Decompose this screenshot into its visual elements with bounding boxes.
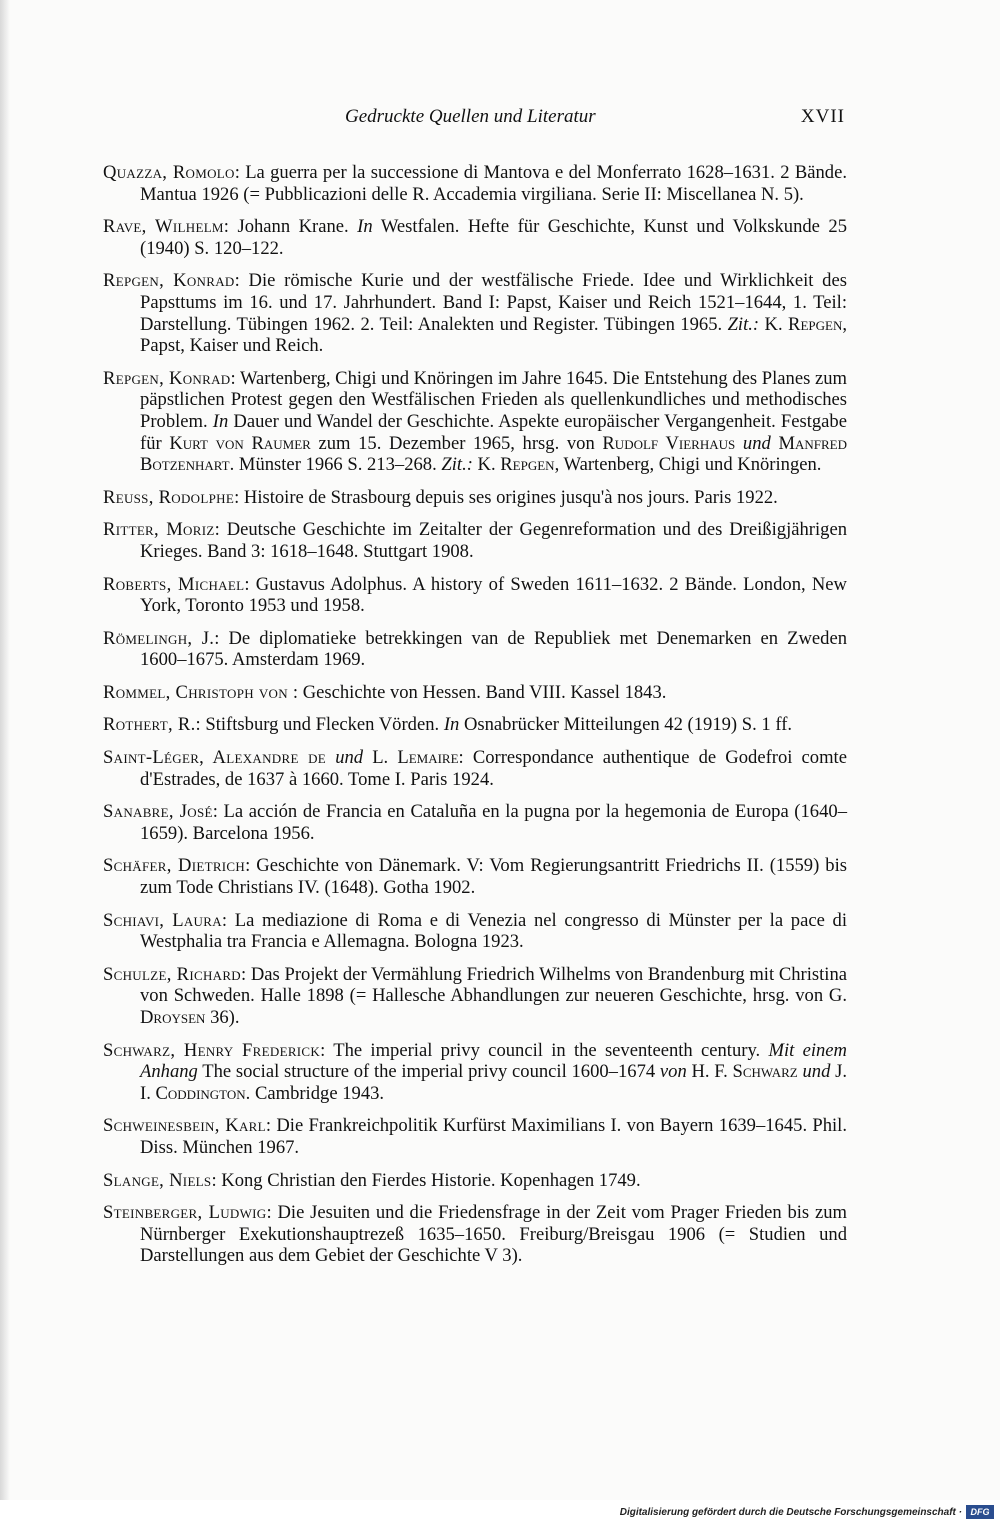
bibliography-entry <box>103 910 847 953</box>
entry-author: Steinberger, Ludwig <box>103 1202 267 1224</box>
bibliography-entry <box>103 1202 847 1267</box>
page-number: XVII <box>800 106 845 127</box>
author-separator: : <box>223 216 238 238</box>
bibliography-entry <box>103 714 847 736</box>
entry-text: Manfred Botzenhart <box>140 432 847 476</box>
author-separator: : <box>234 486 244 508</box>
entry-author: Rommel, Christoph von <box>103 681 293 703</box>
entry-author: Schäfer, Dietrich <box>103 855 246 877</box>
entry-author: Ritter, Moriz <box>103 519 215 541</box>
entry-text: Coddington <box>155 1082 246 1104</box>
entry-text: Mit einem Anhang <box>140 1039 847 1083</box>
entry-text: Zit.: <box>441 454 473 476</box>
running-head <box>345 106 845 130</box>
entry-text: The imperial privy council in the seventeenth century. <box>333 1039 769 1061</box>
bibliography-entry <box>103 801 847 844</box>
author-separator: : <box>265 1115 277 1137</box>
entry-text: Schwarz <box>732 1061 798 1083</box>
entry-author: Römelingh, J. <box>103 627 215 649</box>
entry-text: K. <box>472 454 501 476</box>
entry-author: Schweinesbein, Karl <box>103 1115 266 1137</box>
author-separator: : <box>244 573 256 595</box>
funding-note: Digitalisierung gefördert durch die Deutsche Forschungsgemeinschaft · <box>619 1507 962 1518</box>
entry-text: Die Frankreichpolitik Kurfürst Maximilians I. von Bayern 1639–1645. Phil. Diss. München 1967. <box>140 1115 847 1158</box>
author-separator: : <box>230 367 240 389</box>
footer-bar <box>0 1500 1000 1525</box>
author-separator: : <box>266 1202 278 1224</box>
entry-author: Repgen, Konrad <box>103 270 235 292</box>
author-separator: : <box>241 963 251 985</box>
entry-text <box>735 433 743 454</box>
entry-author: Rothert, R. <box>103 714 196 736</box>
bibliography-entry <box>103 487 847 509</box>
bibliography-entry <box>103 855 847 898</box>
author-separator: : <box>320 1039 334 1061</box>
bibliography-entry <box>103 682 847 704</box>
entry-author: Schiavi, Laura <box>103 909 222 931</box>
bibliography-entry <box>103 270 847 356</box>
author-separator: : <box>214 519 227 541</box>
entry-text: Die Jesuiten und die Friedensfrage in der Zeit vom Prager Frieden bis zum Nürnberger Exekutionshauptrezeß 1635–1650. Freiburg/Breisgau 1906 (= Studien und Darstellungen aus dem Gebiet der Geschichte V 3). <box>140 1202 847 1267</box>
entry-text: La guerra per la successione di Mantova e del Monferrato 1628–1631. 2 Bände. Mantua 1926 (= Pubblicazioni delle R. Accademia virgiliana. Serie II: Miscellanea N. 5). <box>140 162 847 205</box>
entry-author: Rave, Wilhelm <box>103 216 224 238</box>
author-separator: : <box>245 855 257 877</box>
entry-text: Westfalen. Hefte für Geschichte, Kunst und Volkskunde 25 (1940) S. 120–122. <box>140 216 847 259</box>
entry-author: Reuss, Rodolphe <box>103 486 235 508</box>
bibliography-entry <box>103 964 847 1029</box>
entry-text: Deutsche Geschichte im Zeitalter der Gegenreformation und des Dreißigjährigen Krieges. Band 3: 1618–1648. Stuttgart 1908. <box>140 519 847 562</box>
entry-author: Saint-Léger, Alexandre de <box>103 747 327 769</box>
entry-text: Die römische Kurie und der westfälische Friede. Idee und Wirklichkeit des Papsttums im 16. und 17. Jahrhundert. Band I: Papst, Kaiser und Reich 1521–1644, 1. Teil: Darstellung. Tübingen 1962. 2. Teil: Analekten und Register. Tübingen 1965. <box>140 270 847 335</box>
entry-text: K. <box>759 313 789 335</box>
entry-author: Schwarz, Henry Frederick <box>103 1039 321 1061</box>
entry-text: In <box>357 216 373 238</box>
entry-author: Schulze, Richard <box>103 963 241 985</box>
entry-text: zum 15. Dezember 1965, hrsg. von <box>310 432 603 454</box>
entry-text: In <box>443 714 460 736</box>
entry-coauthor: und <box>335 747 364 769</box>
page-gutter-shadow <box>0 0 10 1500</box>
entry-text: De diplomatieke betrekkingen van de Republiek met Denemarken en Zweden 1600–1675. Amsterdam 1969. <box>140 627 847 671</box>
entry-text: La mediazione di Roma e di Venezia nel congresso di Münster per la pace di Westphalia tra Francia e Allemagna. Bologna 1923. <box>140 909 847 953</box>
entry-text: Geschichte von Hessen. Band VIII. Kassel 1843. <box>302 681 667 703</box>
entry-coauthor <box>326 747 335 768</box>
entry-text: Stiftsburg und Flecken Vörden. <box>205 714 444 736</box>
entry-text: La acción de Francia en Cataluña en la pugna por la hegemonia de Europa (1640–1659). Barcelona 1956. <box>140 801 847 844</box>
bibliography-entry <box>103 747 847 790</box>
entry-text: In <box>212 410 229 432</box>
entry-coauthor <box>363 747 372 768</box>
entry-text: , Wartenberg, Chigi und Knöringen. <box>554 454 822 476</box>
author-separator: : <box>234 270 249 292</box>
running-title: Gedruckte Quellen und Literatur <box>345 106 596 127</box>
entry-text: und <box>742 432 771 454</box>
entry-text: Repgen <box>500 454 555 476</box>
entry-text: und <box>802 1061 831 1083</box>
entry-text: Gustavus Adolphus. A history of Sweden 1611–1632. 2 Bände. London, New York, Toronto 1953 und 1958. <box>140 573 847 617</box>
bibliography-entry <box>103 628 847 671</box>
entry-text: Das Projekt der Vermählung Friedrich Wilhelms von Brandenburg mit Christina von Schweden. Halle 1898 (= Hallesche Abhandlungen zur neueren Geschichte, hrsg. von G. <box>140 963 848 1007</box>
author-separator: : <box>211 1169 222 1191</box>
entry-text: J. I. <box>140 1061 847 1104</box>
author-separator: : <box>195 714 206 736</box>
entry-text: Dauer und Wandel der Geschichte. Aspekte europäischer Vergangenheit. Festgabe für <box>140 410 847 454</box>
bibliography-entry <box>103 216 847 259</box>
author-separator: : <box>214 627 229 649</box>
entry-coauthor: L. Lemaire <box>372 747 459 769</box>
entry-text: Zit.: <box>727 313 760 335</box>
entry-text: Osnabrücker Mitteilungen 42 (1919) S. 1 ff. <box>459 714 793 736</box>
author-separator: : <box>292 681 303 703</box>
entry-text: , Papst, Kaiser und Reich. <box>140 313 847 357</box>
entry-text: Kurt von Raumer <box>169 432 311 454</box>
entry-text: Geschichte von Dänemark. V: Vom Regierungsantritt Friedrichs II. (1559) bis zum Tode Christians IV. (1648). Gotha 1902. <box>140 855 847 899</box>
entry-text: von <box>659 1061 687 1083</box>
bibliography-entry <box>103 574 847 617</box>
entry-author: Repgen, Konrad <box>103 367 231 389</box>
entry-text: Correspondance authentique de Godefroi comte d'Estrades, de 1637 à 1660. Tome I. Paris 1924. <box>140 747 847 790</box>
entry-author: Roberts, Michael <box>103 573 245 595</box>
entry-text: Repgen <box>788 313 843 335</box>
entry-text: Wartenberg, Chigi und Knöringen im Jahre 1645. Die Entstehung des Planes zum päpstlichen Protest gegen den Westfälischen Frieden als quellenkundliches und methodisches Problem. <box>140 367 847 432</box>
bibliography-entry <box>103 368 847 476</box>
author-separator: : <box>221 909 235 931</box>
author-separator: : <box>234 162 246 183</box>
bibliography-entry <box>103 1040 847 1105</box>
bibliography-entry <box>103 162 847 205</box>
dfg-logo: DFG <box>966 1505 994 1519</box>
author-separator: : <box>212 801 224 823</box>
entry-author: Quazza, Romolo <box>103 162 235 183</box>
entry-text: H. F. <box>686 1061 733 1083</box>
entry-text: Kong Christian den Fierdes Historie. Kopenhagen 1749. <box>221 1169 641 1191</box>
bibliography-entry <box>103 1115 847 1158</box>
entry-text: Histoire de Strasbourg depuis ses origines jusqu'à nos jours. Paris 1922. <box>243 486 778 508</box>
entry-text: . Münster 1966 S. 213–268. <box>229 454 442 476</box>
entry-text: Rudolf Vierhaus <box>602 432 736 454</box>
bibliography-entry <box>103 1170 847 1192</box>
entry-author: Slange, Niels <box>103 1169 212 1191</box>
entry-author: Sanabre, José <box>103 801 213 823</box>
author-separator: : <box>458 747 473 769</box>
entry-text: . Cambridge 1943. <box>245 1082 385 1104</box>
entry-text: The social structure of the imperial privy council 1600–1674 <box>197 1061 660 1083</box>
entry-text: Johann Krane. <box>237 216 358 238</box>
entry-text: Droysen <box>140 1007 206 1028</box>
bibliography-entry <box>103 519 847 562</box>
entry-text: 36). <box>205 1007 240 1028</box>
bibliography-list <box>103 162 847 1278</box>
